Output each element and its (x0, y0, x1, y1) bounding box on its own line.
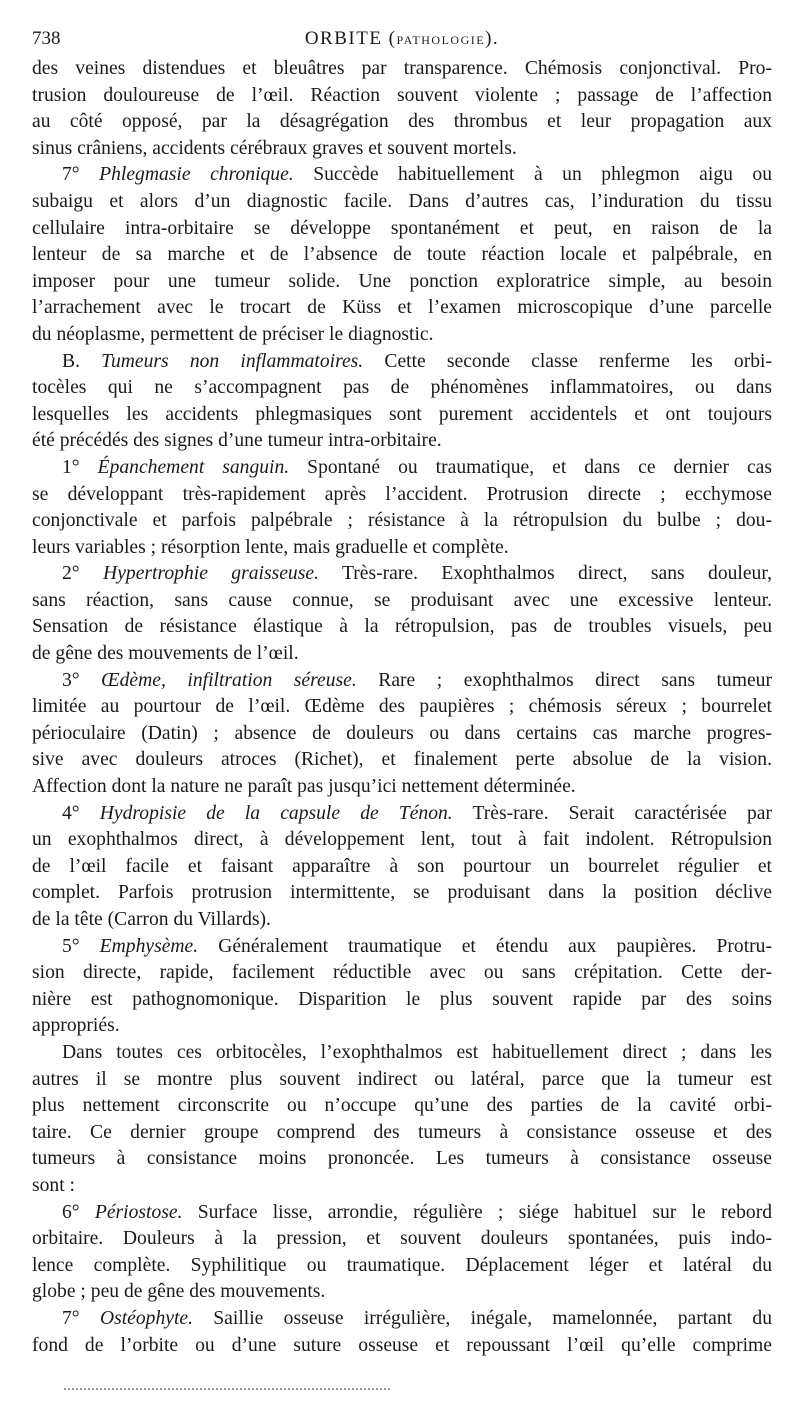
text-span: leurs variables ; résorption lente, mais graduelle et complète. (32, 536, 509, 558)
text-line (32, 482, 772, 509)
text-line (32, 216, 772, 243)
text-span: au côté opposé, par la désagrégation des thrombus et leur propagation aux (32, 111, 772, 133)
body-text (32, 56, 772, 1359)
text-span: 1° (62, 456, 98, 478)
text-line (32, 1146, 772, 1173)
text-span: 6° (62, 1201, 95, 1223)
text-span: Spontané ou traumatique, et dans ce dernier cas (289, 456, 772, 478)
running-title-main: ORBITE ( (304, 28, 397, 49)
text-line (32, 1333, 772, 1360)
text-span: autres il se montre plus souvent indirect ou latéral, parce que la tumeur est (32, 1068, 772, 1090)
text-span: périoculaire (Datin) ; absence de douleurs ou dans certains cas marche progres- (32, 722, 772, 744)
text-span: nière est pathognomonique. Disparition le plus souvent rapide par des soins (32, 988, 772, 1010)
text-span: sion directe, rapide, facilement réductible avec ou sans crépitation. Cette der- (32, 962, 772, 984)
text-span: Surface lisse, arrondie, régulière ; siége habituel sur le rebord (182, 1201, 772, 1223)
text-line (32, 987, 772, 1014)
text-span: B. (62, 350, 102, 372)
text-span: du néoplasme, permettent de préciser le diagnostic. (32, 323, 434, 345)
text-line (32, 588, 772, 615)
running-title (32, 28, 772, 50)
text-span: cellulaire intra-orbitaire se développe spontanément et peut, en raison de la (32, 217, 772, 239)
page-number: 738 (32, 28, 61, 49)
text-line (32, 1226, 772, 1253)
text-span: globe ; peu de gêne des mouvements. (32, 1281, 326, 1303)
text-span: de gêne des mouvements de l’œil. (32, 643, 299, 665)
text-span: limitée au pourtour de l’œil. Œdème des paupières ; chémosis séreux ; bourrelet (32, 696, 772, 718)
text-line (32, 1013, 772, 1040)
text-line (32, 1200, 772, 1227)
text-span: complet. Parfois protrusion intermittente, se produisant dans la position déclive (32, 882, 772, 904)
text-line (32, 1306, 772, 1333)
text-span: des veines distendues et bleuâtres par transparence. Chémosis conjonctival. Pro- (32, 58, 772, 79)
text-span: orbitaire. Douleurs à la pression, et souvent douleurs spontanées, puis indo- (32, 1228, 772, 1250)
text-line (32, 747, 772, 774)
text-span: appropriés. (32, 1015, 120, 1037)
text-span: plus nettement circonscrite ou n’occupe qu’une des parties de la cavité orbi- (32, 1095, 772, 1117)
text-line (32, 801, 772, 828)
text-line (32, 934, 772, 961)
text-line (32, 189, 772, 216)
text-line (32, 508, 772, 535)
italic-heading: Tumeurs non inflammatoires. (101, 350, 364, 372)
text-span: conjonctivale et parfois palpébrale ; résistance à la rétropulsion du bulbe ; dou- (32, 510, 772, 532)
text-span: Très-rare. Exophthalmos direct, sans douleur, (318, 563, 772, 585)
text-span: 2° (62, 563, 104, 585)
text-line (32, 1093, 772, 1120)
text-span: Cette seconde classe renferme les orbi- (363, 350, 772, 372)
text-span: taire. Ce dernier groupe comprend des tumeurs à consistance osseuse et des (32, 1121, 772, 1143)
text-line (32, 162, 772, 189)
text-span: sans réaction, sans cause connue, se produisant avec une excessive lenteur. (32, 589, 772, 611)
text-line (32, 1120, 772, 1147)
text-span: Très-rare. Serait caractérisée par (452, 802, 772, 824)
text-span: trusion douloureuse de l’œil. Réaction souvent violente ; passage de l’affection (32, 84, 772, 106)
text-line (32, 428, 772, 455)
text-line (32, 242, 772, 269)
text-line (32, 136, 772, 163)
text-line (32, 455, 772, 482)
text-line (32, 668, 772, 695)
text-line (32, 1253, 772, 1280)
text-span: lenteur de sa marche et de l’absence de toute réaction locale et palpébrale, en (32, 244, 772, 266)
text-span: l’arrachement avec le trocart de Küss et l’examen microscopique d’une parcelle (32, 297, 772, 319)
italic-heading: Emphysème. (99, 935, 199, 957)
text-line (32, 641, 772, 668)
text-span: sont : (32, 1174, 76, 1196)
text-span: tumeurs à consistance moins prononcée. Les tumeurs à consistance osseuse (32, 1148, 772, 1170)
italic-heading: Périostose. (94, 1201, 183, 1223)
text-line (32, 375, 772, 402)
running-header (32, 24, 772, 52)
text-span: Affection dont la nature ne paraît pas jusqu’ici nettement déterminée. (32, 776, 576, 798)
text-line (32, 561, 772, 588)
text-line (32, 694, 772, 721)
text-line (32, 535, 772, 562)
italic-heading: Phlegmasie chronique. (99, 164, 294, 186)
text-line (32, 880, 772, 907)
text-span: tocèles qui ne s’accompagnent pas de phénomènes inflammatoires, ou dans (32, 377, 772, 399)
text-line (32, 269, 772, 296)
text-line (32, 295, 772, 322)
text-span: de l’œil facile et faisant apparaître à son pourtour un bourrelet régulier et (32, 855, 772, 877)
text-line (32, 721, 772, 748)
text-span: imposer pour une tumeur solide. Une ponction exploratrice simple, au besoin (32, 270, 772, 292)
italic-heading: Hypertrophie graisseuse. (103, 563, 319, 585)
text-span: Rare ; exophthalmos direct sans tumeur (356, 669, 772, 691)
text-line (32, 774, 772, 801)
text-span: de la tête (Carron du Villards). (32, 909, 271, 930)
text-span: Dans toutes ces orbitocèles, l’exophthalmos est habituellement direct ; dans les (62, 1041, 772, 1063)
text-line (32, 109, 772, 136)
text-line (32, 1279, 772, 1306)
text-span: Généralement traumatique et étendu aux paupières. Protru- (198, 935, 772, 957)
text-span: fond de l’orbite ou d’une suture osseuse et repoussant l’œil qu’elle comprime (32, 1334, 772, 1356)
text-span: Sensation de résistance élastique à la rétropulsion, pas de troubles visuels, peu (32, 616, 772, 638)
text-span: Saillie osseuse irrégulière, inégale, mamelonnée, partant du (192, 1307, 772, 1329)
text-line (32, 83, 772, 110)
text-span: sive avec douleurs atroces (Richet), et finalement perte absolue de la vision. (32, 749, 772, 771)
text-line (32, 1040, 772, 1067)
text-line (32, 349, 772, 376)
text-line (32, 56, 772, 83)
italic-heading: Œdème, infiltration séreuse. (101, 669, 357, 691)
text-span: un exophthalmos direct, à développement lent, tout à fait indolent. Rétropulsion (32, 829, 772, 851)
text-line (32, 614, 772, 641)
text-span: sinus crâniens, accidents cérébraux graves et souvent mortels. (32, 137, 517, 159)
italic-heading: Épanchement sanguin. (97, 456, 290, 478)
text-span: 5° (62, 935, 100, 957)
running-title-subject: PATHOLOGIE (396, 33, 486, 47)
text-line (32, 1067, 772, 1094)
text-line (32, 1173, 772, 1200)
text-span: 7° (62, 164, 100, 186)
text-span: 7° (62, 1307, 100, 1329)
text-span: Succède habituellement à un phlegmon aigu ou (293, 164, 772, 186)
text-span: se développant très-rapidement après l’accident. Protrusion directe ; ecchymose (32, 483, 772, 505)
text-line (32, 854, 772, 881)
italic-heading: Ostéophyte. (99, 1307, 193, 1329)
running-title-close: ). (485, 28, 500, 49)
text-span: 4° (62, 802, 100, 824)
text-line (32, 322, 772, 349)
text-span: subaigu et alors d’un diagnostic facile. Dans d’autres cas, l’induration du tissu (32, 190, 772, 212)
text-span: 3° (62, 669, 102, 691)
text-span: lence complète. Syphilitique ou traumatique. Déplacement léger et latéral du (32, 1254, 772, 1276)
text-line (32, 960, 772, 987)
text-span: lesquelles les accidents phlegmasiques sont purement accidentels et ont toujours (32, 403, 772, 425)
footer-rule (64, 1388, 390, 1390)
text-span: été précédés des signes d’une tumeur intra-orbitaire. (32, 430, 442, 452)
italic-heading: Hydropisie de la capsule de Ténon. (99, 802, 453, 824)
text-line (32, 827, 772, 854)
text-line (32, 402, 772, 429)
text-line (32, 907, 772, 934)
